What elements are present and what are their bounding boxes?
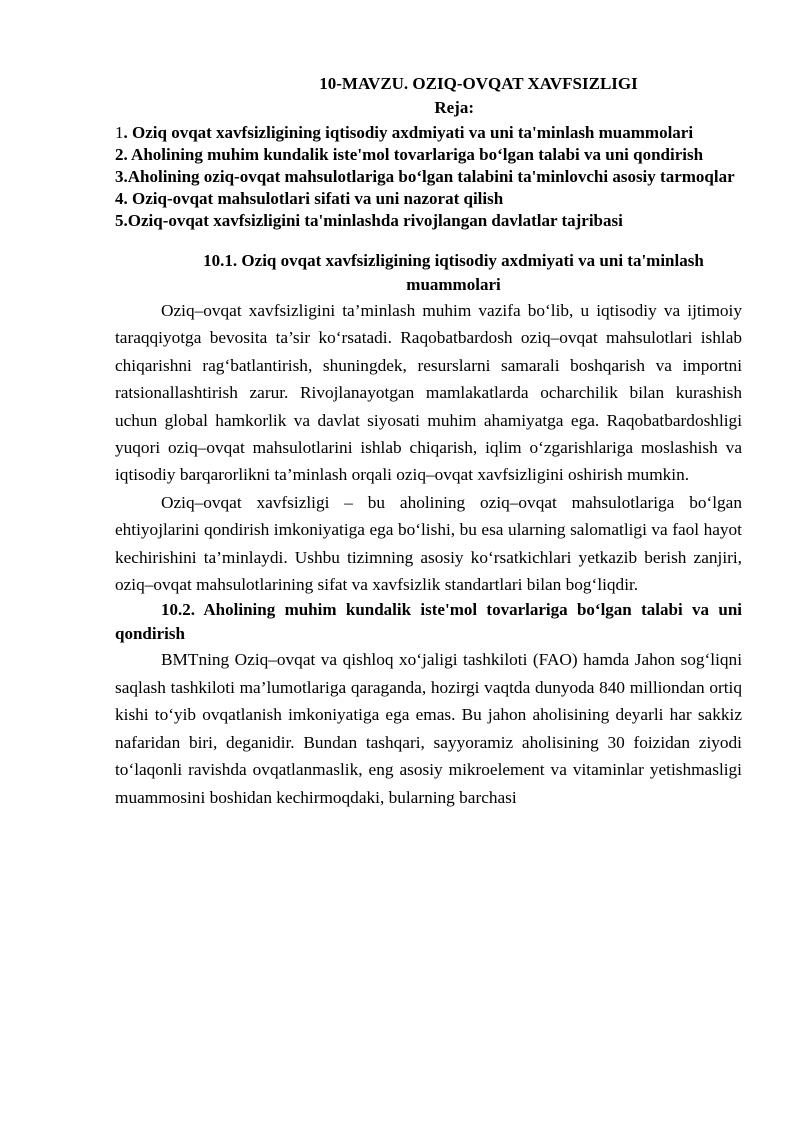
plan-list	[115, 122, 742, 231]
plan-item-1	[115, 122, 742, 143]
plan-item-2: 2. Aholining muhim kundalik iste'mol tovarlariga bo‘lgan talabi va uni qondirish	[115, 145, 704, 164]
page-title: 10-MAVZU. OZIQ-OVQAT XAVFSIZLIGI	[319, 74, 638, 93]
document-page	[115, 72, 742, 811]
plan-item-4: 4. Oziq-ovqat mahsulotlari sifati va uni nazorat qilish	[115, 189, 504, 208]
plan-item-3: 3.Aholining oziq-ovqat mahsulotlariga bo‘lgan talabini ta'minlovchi asosiy tarmoqlar	[115, 167, 735, 186]
plan-item-text: . Oziq ovqat xavfsizligining iqtisodiy axdmiyati va uni ta'minlash muammolari	[123, 123, 694, 142]
plan-item-number: 1	[115, 123, 124, 142]
section-2-heading: 10.2. Aholining muhim kundalik iste'mol tovarlariga bo‘lgan talabi va uni qondirish	[115, 600, 742, 644]
plan-item-5: 5.Oziq-ovqat xavfsizligini ta'minlashda rivojlangan davlatlar tajribasi	[115, 211, 623, 230]
section-1-paragraph-1: Oziq–ovqat xavfsizligini ta’minlash muhim vazifa bo‘lib, u iqtisodiy va ijtimoiy taraqqiyotga bevosita ta’sir ko‘rsatadi. Raqobatbardosh oziq–ovqat mahsulotlari ishlab chiqarishni rag‘batlantirish, shuningdek, resurslarni samarali boshqarish va importni ratsionallashtirish zarur. Rivojlanayotgan mamlakatlarda ocharchilik bilan kurashish uchun global hamkorlik va davlat siyosati muhim ahamiyatga ega. Raqobatbardoshligi yuqori oziq–ovqat mahsulotlarini ishlab chiqarish, iqlim o‘zgarishlariga moslashish va iqtisodiy barqarorlikni ta’minlash orqali oziq–ovqat xavfsizligini oshirish mumkin.	[115, 301, 742, 485]
plan-heading: Reja:	[434, 98, 474, 117]
section-1-paragraph-2: Oziq–ovqat xavfsizligi – bu aholining oziq–ovqat mahsulotlariga bo‘lgan ehtiyojlarini qondirish imkoniyatiga ega bo‘lishi, bu esa ularning salomatligi va faol hayot kechirishini ta’minlaydi. Ushbu tizimning asosiy ko‘rsatkichlari yetkazib berish zanjiri, oziq–ovqat mahsulotlarining sifat va xavfsizlik standartlari bilan bog‘liqdir.	[115, 492, 742, 595]
section-2-paragraph-1: BMTning Oziq–ovqat va qishloq xo‘jaligi tashkiloti (FAO) hamda Jahon sog‘liqni saqlash tashkiloti ma’lumotlariga qaraganda, hozirgi vaqtda dunyoda 840 milliondan ortiq kishi to‘yib ovqatlanish imkoniyatiga ega emas. Bu jahon aholisining deyarli har sakkiz nafaridan biri, deganidir. Bundan tashqari, sayyoramiz aholisining 30 foizidan ziyodi to‘laqonli ravishda ovqatlanmaslik, eng asosiy mikroelement va vitaminlar yetishmasligi muammosini boshidan kechirmoqdaki, bularning barchasi	[115, 650, 742, 807]
section-1-heading: 10.1. Oziq ovqat xavfsizligining iqtisodiy axdmiyati va uni ta'minlash muammolari	[203, 251, 704, 294]
